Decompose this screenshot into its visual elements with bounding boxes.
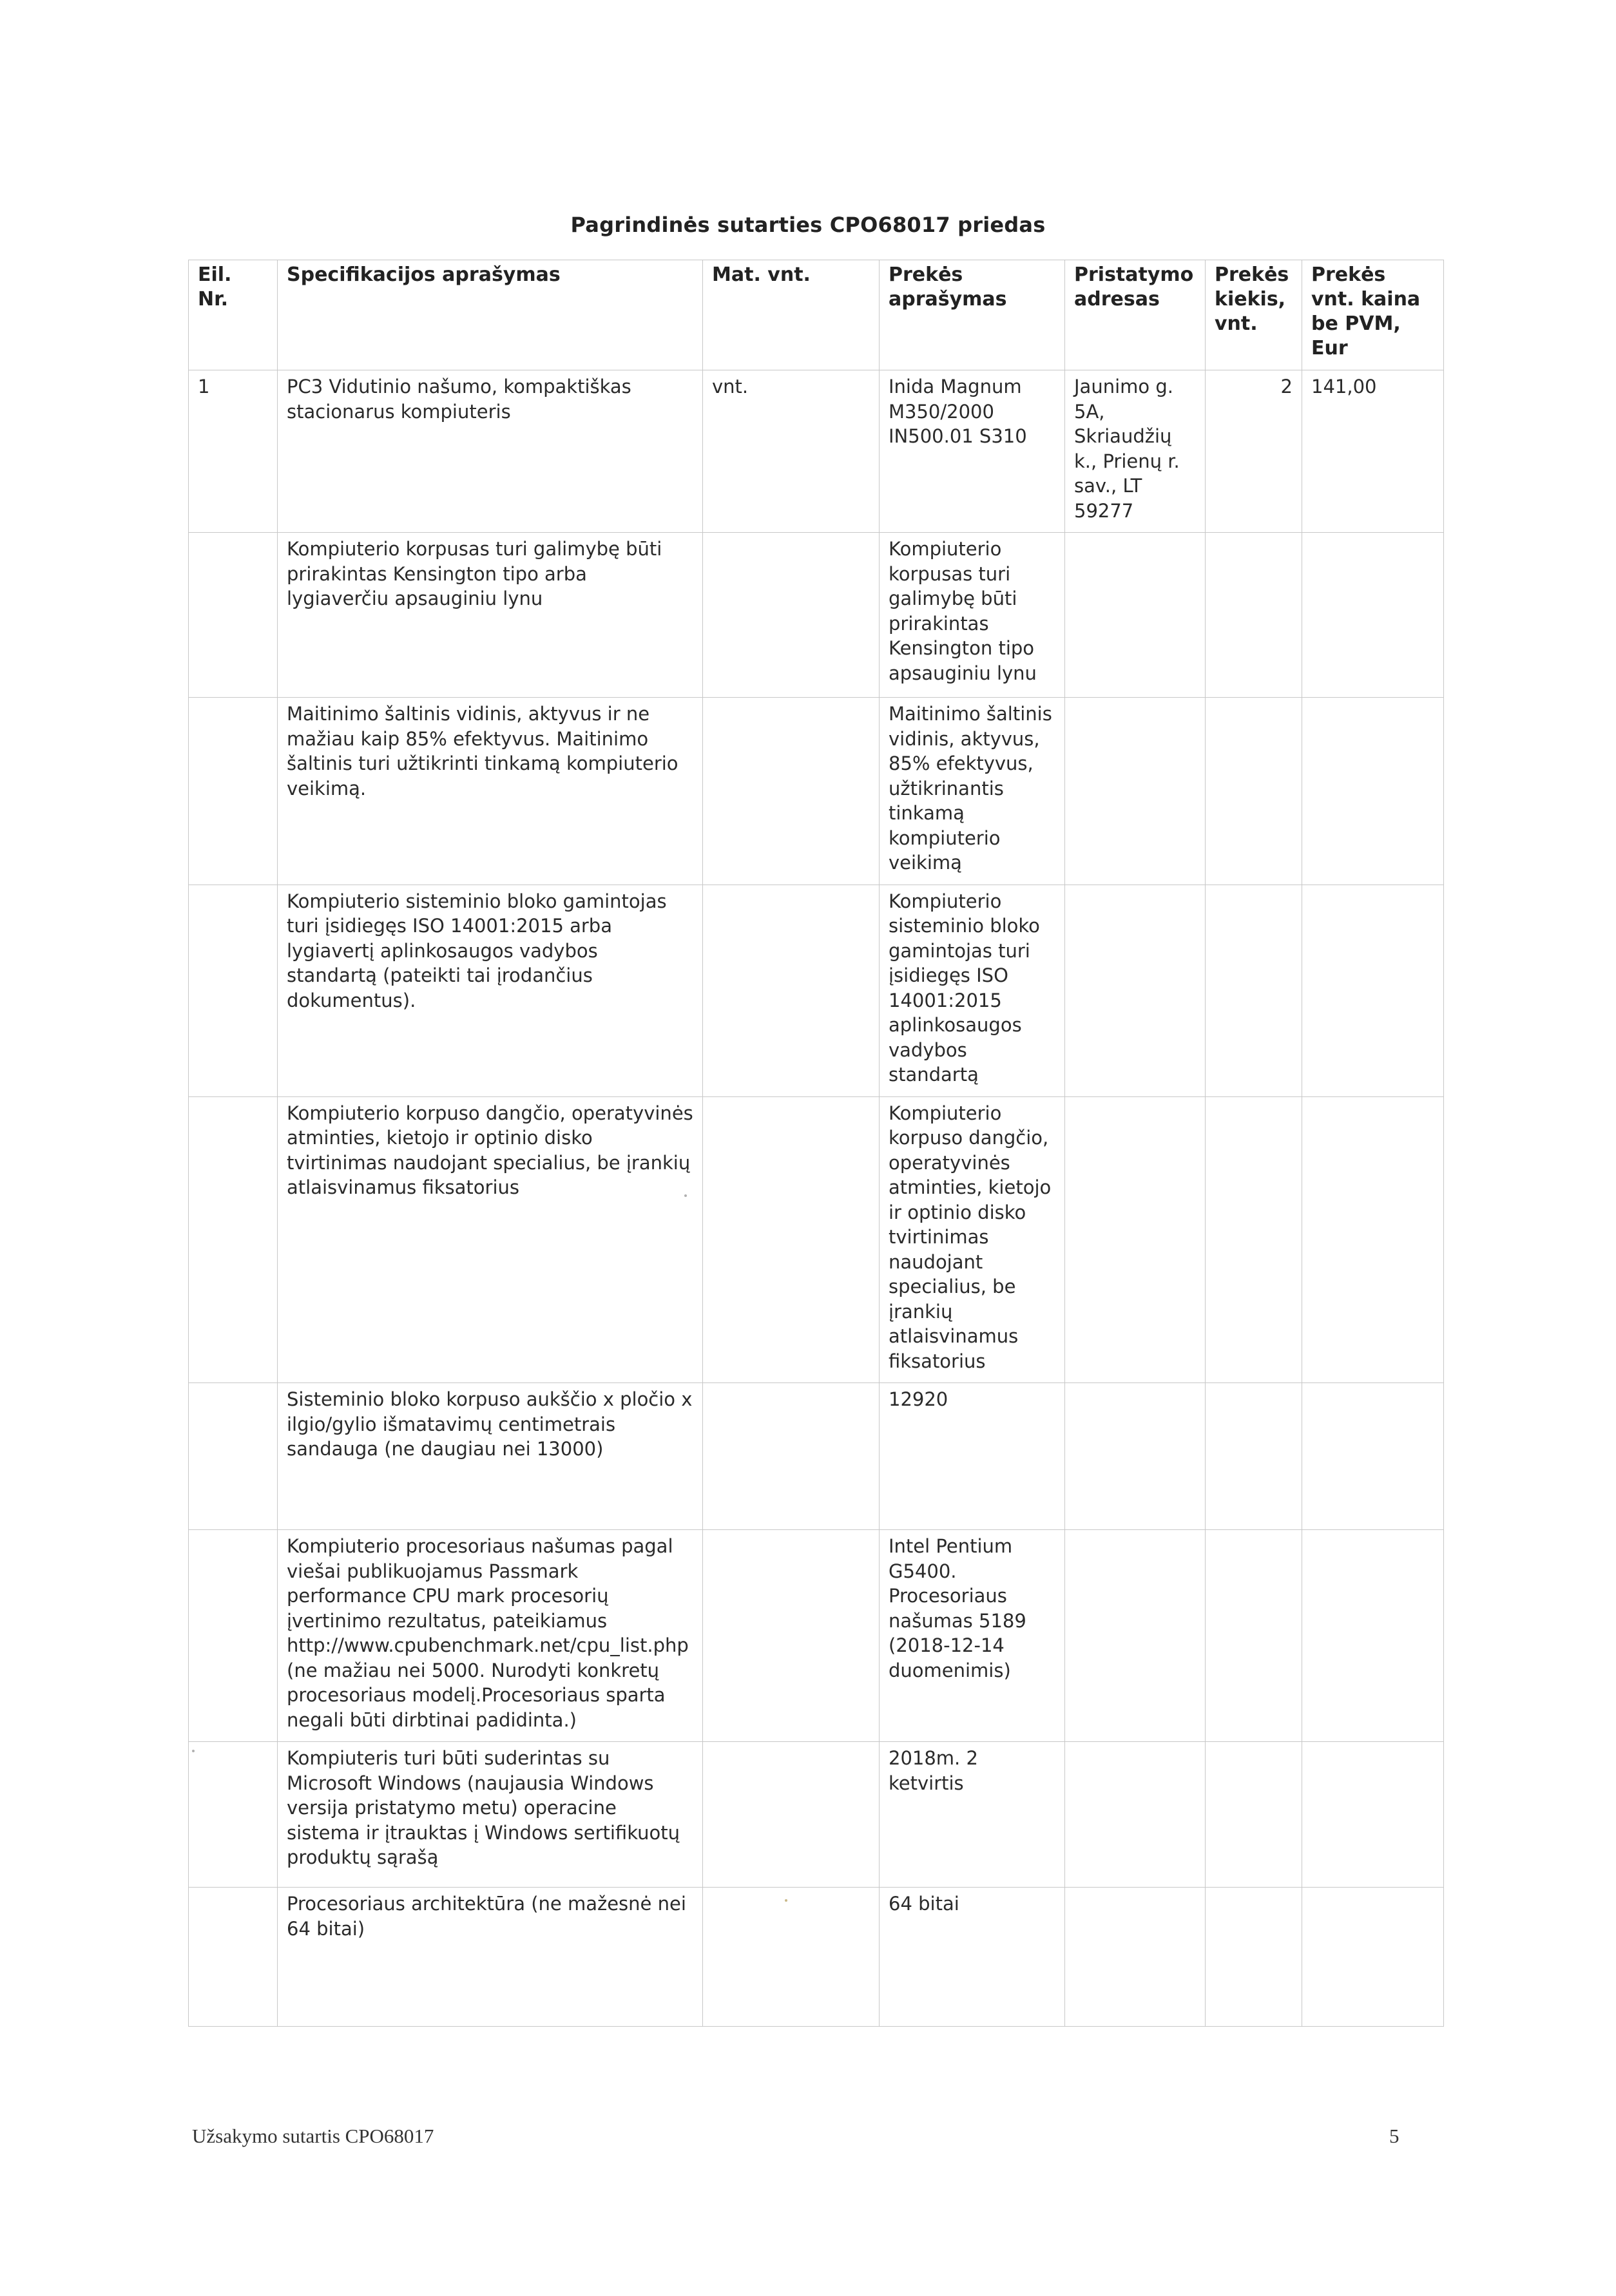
header-unit: Mat. vnt.: [703, 260, 880, 370]
cell-specification: Kompiuterio sisteminio bloko gamintojas turi įsidiegęs ISO 14001:2015 arba lygiavertį aplinkosaugos vadybos standartą (pateikti tai įrodančius dokumentus).: [278, 885, 703, 1096]
cell-empty: [189, 1383, 278, 1530]
cell-empty: [703, 1096, 880, 1383]
scan-speck: [785, 1899, 787, 1902]
cell-empty: [1206, 1742, 1302, 1888]
cell-empty: [1302, 1096, 1444, 1383]
table-row: [189, 885, 1444, 1096]
header-address: Pristatymo adresas: [1065, 260, 1206, 370]
cell-empty: [1302, 533, 1444, 698]
cell-product: Inida Magnum M350/2000 IN500.01 S310: [880, 370, 1065, 533]
cell-empty: [1065, 698, 1206, 885]
cell-specification: Kompiuterio korpusas turi galimybę būti prirakintas Kensington tipo arba lygiaverčiu apsauginiu lynu: [278, 533, 703, 698]
header-price: Prekės vnt. kaina be PVM, Eur: [1302, 260, 1444, 370]
header-product: Prekės aprašymas: [880, 260, 1065, 370]
cell-product: Intel Pentium G5400. Procesoriaus našumas 5189 (2018-12-14 duomenimis): [880, 1530, 1065, 1742]
cell-empty: [189, 1096, 278, 1383]
cell-empty: [1206, 1888, 1302, 2027]
cell-empty: [1206, 1096, 1302, 1383]
table-row: [189, 698, 1444, 885]
footer-page-number: 5: [1389, 2125, 1400, 2147]
cell-product: 12920: [880, 1383, 1065, 1530]
scan-speck: [684, 1194, 687, 1197]
cell-empty: [1206, 1530, 1302, 1742]
cell-price: 141,00: [1302, 370, 1444, 533]
cell-empty: [189, 1888, 278, 2027]
header-eil-nr: Eil. Nr.: [189, 260, 278, 370]
cell-specification: Kompiuterio korpuso dangčio, operatyvinės atminties, kietojo ir optinio disko tvirtinimas naudojant specialius, be įrankių atlaisvinamus fiksatorius: [278, 1096, 703, 1383]
table-row: [189, 1742, 1444, 1888]
cell-empty: [1065, 885, 1206, 1096]
table-row-main: [189, 370, 1444, 533]
header-qty: Prekės kiekis, vnt.: [1206, 260, 1302, 370]
cell-qty: 2: [1206, 370, 1302, 533]
cell-empty: [189, 1742, 278, 1888]
cell-product: Maitinimo šaltinis vidinis, aktyvus, 85% efektyvus, užtikrinantis tinkamą kompiuterio veikimą: [880, 698, 1065, 885]
cell-empty: [1302, 1383, 1444, 1530]
cell-product: 2018m. 2 ketvirtis: [880, 1742, 1065, 1888]
cell-product: 64 bitai: [880, 1888, 1065, 2027]
table-row: [189, 533, 1444, 698]
cell-product: Kompiuterio korpusas turi galimybę būti prirakintas Kensington tipo apsauginiu lynu: [880, 533, 1065, 698]
cell-empty: [1206, 1383, 1302, 1530]
cell-empty: [1302, 1888, 1444, 2027]
page-title: Pagrindinės sutarties CPO68017 priedas: [570, 213, 1046, 237]
cell-empty: [703, 698, 880, 885]
table-header-row: [189, 260, 1444, 370]
cell-empty: [189, 885, 278, 1096]
header-specification: Specifikacijos aprašymas: [278, 260, 703, 370]
cell-specification: Procesoriaus architektūra (ne mažesnė nei 64 bitai): [278, 1888, 703, 2027]
cell-empty: [703, 885, 880, 1096]
cell-empty: [189, 533, 278, 698]
cell-empty: [1065, 1530, 1206, 1742]
table-row: [189, 1530, 1444, 1742]
table-row: [189, 1888, 1444, 2027]
cell-specification: Kompiuterio procesoriaus našumas pagal viešai publikuojamus Passmark performance CPU mark procesorių įvertinimo rezultatus, pateikiamus http://www.cpubenchmark.net/cpu_list.php (ne mažiau nei 5000. Nurodyti konkretų procesoriaus modelį.Procesoriaus sparta negali būti dirbtinai padidinta.): [278, 1530, 703, 1742]
cell-empty: [1065, 1888, 1206, 2027]
cell-empty: [1206, 698, 1302, 885]
cell-product: Kompiuterio korpuso dangčio, operatyvinės atminties, kietojo ir optinio disko tvirtinimas naudojant specialius, be įrankių atlaisvinamus fiksatorius: [880, 1096, 1065, 1383]
footer-contract: Užsakymo sutartis CPO68017: [192, 2125, 434, 2147]
cell-empty: [1065, 1742, 1206, 1888]
cell-empty: [1302, 885, 1444, 1096]
cell-empty: [703, 1530, 880, 1742]
cell-empty: [189, 698, 278, 885]
specification-table: [188, 260, 1444, 2027]
cell-empty: [1065, 533, 1206, 698]
cell-product: Kompiuterio sisteminio bloko gamintojas turi įsidiegęs ISO 14001:2015 aplinkosaugos vadybos standartą: [880, 885, 1065, 1096]
cell-empty: [1065, 1383, 1206, 1530]
cell-unit: vnt.: [703, 370, 880, 533]
cell-specification: Kompiuteris turi būti suderintas su Microsoft Windows (naujausia Windows versija pristatymo metu) operacine sistema ir įtrauktas į Windows sertifikuotų produktų sąrašą: [278, 1742, 703, 1888]
table-row: [189, 1096, 1444, 1383]
cell-specification: Maitinimo šaltinis vidinis, aktyvus ir ne mažiau kaip 85% efektyvus. Maitinimo šaltinis turi užtikrinti tinkamą kompiuterio veikimą.: [278, 698, 703, 885]
cell-empty: [703, 1888, 880, 2027]
scan-speck: [192, 1750, 195, 1752]
cell-empty: [703, 1742, 880, 1888]
cell-specification: Sisteminio bloko korpuso aukščio x pločio x ilgio/gylio išmatavimų centimetrais sandauga (ne daugiau nei 13000): [278, 1383, 703, 1530]
cell-empty: [189, 1530, 278, 1742]
cell-eil-nr: 1: [189, 370, 278, 533]
cell-empty: [1302, 698, 1444, 885]
cell-empty: [1065, 1096, 1206, 1383]
cell-empty: [1302, 1742, 1444, 1888]
table-row: [189, 1383, 1444, 1530]
cell-address: Jaunimo g. 5A, Skriaudžių k., Prienų r. sav., LT 59277: [1065, 370, 1206, 533]
cell-empty: [1206, 533, 1302, 698]
cell-empty: [1206, 885, 1302, 1096]
cell-empty: [1302, 1530, 1444, 1742]
cell-empty: [703, 533, 880, 698]
cell-empty: [703, 1383, 880, 1530]
cell-specification: PC3 Vidutinio našumo, kompaktiškas stacionarus kompiuteris: [278, 370, 703, 533]
